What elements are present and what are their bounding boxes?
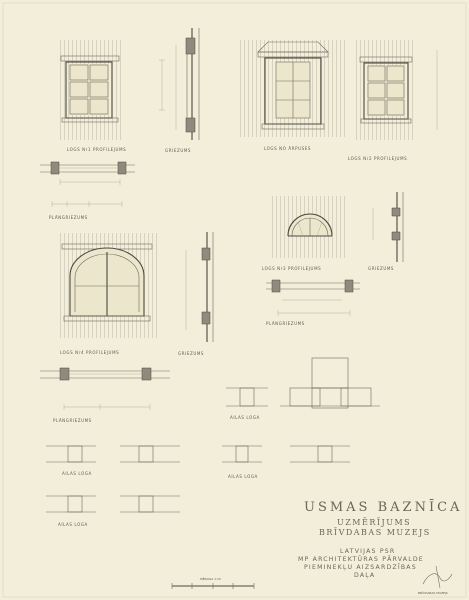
window-exterior-elevation — [238, 40, 348, 137]
title-line2: UZMĒRĪJUMS — [337, 518, 412, 527]
window-2-label: LOGS Nr2 PROFILEJUMS — [348, 156, 408, 161]
section-5-label: GRIEZUMS — [178, 351, 205, 356]
sill-detail-c — [222, 446, 262, 462]
detail-3-label: AILAS LOGA — [228, 474, 258, 479]
window-3-label: LOGS Nr3 PROFILEJUMS — [262, 266, 322, 271]
detail-4-label: AILAS LOGA — [58, 522, 88, 527]
stamp-signature — [423, 566, 452, 588]
window-4-label: LOGS Nr4 PROFILEJUMS — [60, 350, 120, 355]
window-1-label: LOGS Nr1 PROFILEJUMS — [67, 147, 127, 152]
plan-1-label: PLĀNGRIEZUMS — [49, 215, 88, 220]
window-4-plan — [40, 368, 170, 410]
window-2-elevation — [356, 40, 437, 140]
org-line2: MP ARCHITEKTŪRAS PĀRVALDE — [298, 556, 424, 563]
sill-detail-b — [120, 446, 180, 462]
scale-label: MĒROGS 1:10 — [200, 577, 221, 581]
window-1-plan — [40, 162, 135, 185]
window-1-dimensions — [52, 201, 122, 207]
org-line4: DAĻA — [354, 572, 376, 579]
scale-bar — [172, 583, 254, 589]
plan-5-label: PLĀNGRIEZUMS — [53, 418, 92, 423]
window-1-elevation — [57, 40, 121, 140]
window-4-elevation — [57, 233, 157, 338]
detail-2-label: AILAS LOGA — [62, 471, 92, 476]
org-line1: LATVIJAS PSR — [340, 548, 396, 555]
title-line3: BRĪVDABAS MUZEJS — [319, 528, 431, 537]
window-1-section — [159, 28, 199, 140]
section-1-label: GRIEZUMS — [165, 148, 192, 153]
frame-profile-detail-small — [226, 388, 268, 406]
sill-detail-d — [290, 446, 350, 462]
section-4-label: GRIEZUMS — [368, 266, 395, 271]
org-line3: PIEMINEKĻU AIZSARDZĪBAS — [304, 564, 417, 571]
sill-detail-a — [46, 446, 96, 462]
frame-profile-detail-large — [280, 358, 380, 408]
sill-detail-f — [120, 496, 180, 512]
title-main: USMAS BAZNĪCA — [304, 500, 463, 515]
plan-4-label: PLĀNGRIEZUMS — [266, 321, 305, 326]
window-3-section — [373, 192, 403, 262]
detail-1-label: AILAS LOGA — [230, 415, 260, 420]
sill-detail-e — [46, 496, 96, 512]
window-3-plan — [266, 280, 360, 316]
window-4-section — [186, 232, 213, 342]
view-2-label: LOGS NO ĀRPUSES — [264, 146, 312, 151]
window-3-elevation — [270, 196, 346, 258]
stamp-text: BRĪVDABAS MUZEJS — [418, 591, 448, 595]
